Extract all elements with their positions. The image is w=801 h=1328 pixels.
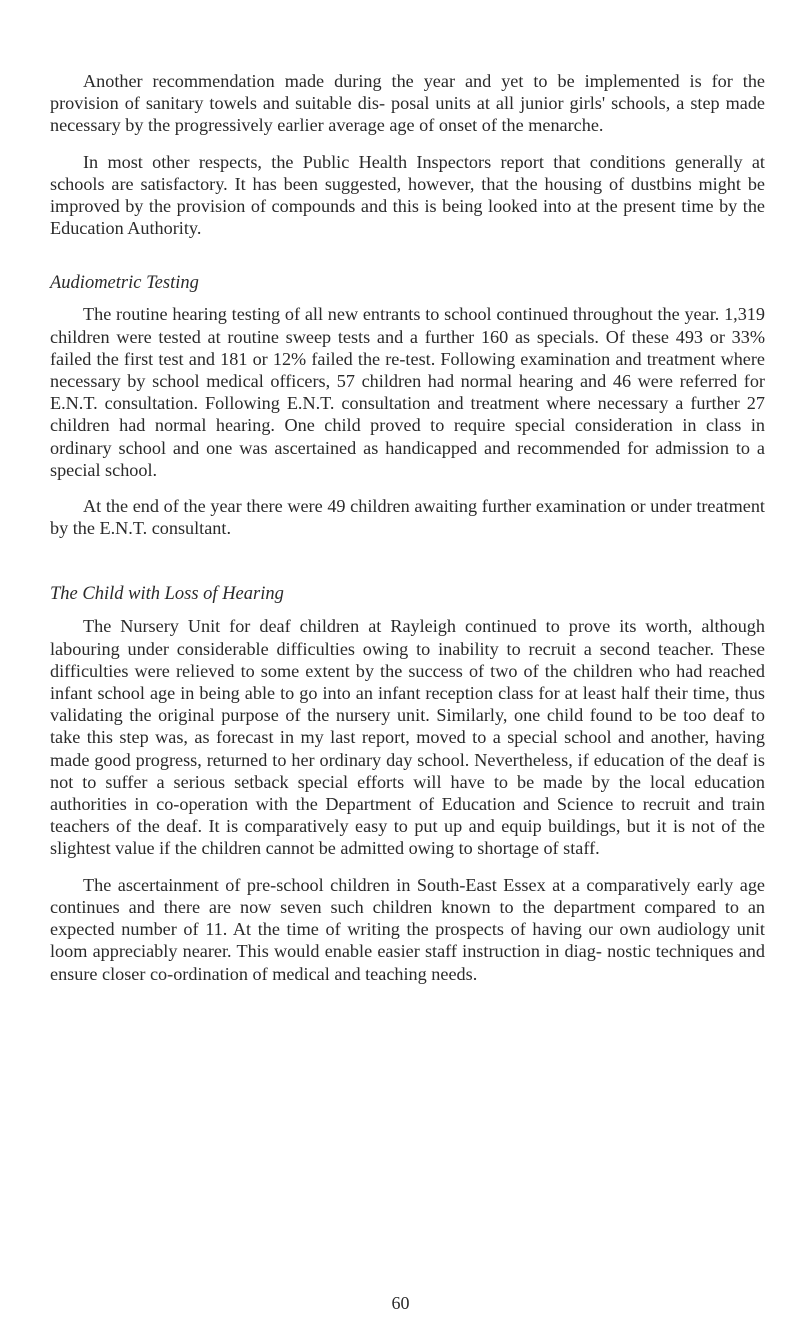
paragraph-awaiting-examination: At the end of the year there were 49 children awaiting further examination or under treatment by the E.N.T. consultant. bbox=[50, 496, 765, 539]
document-page bbox=[50, 70, 765, 985]
section-heading-audiometric-testing: Audiometric Testing bbox=[50, 273, 199, 294]
paragraph-hearing-testing: The routine hearing testing of all new entrants to school continued throughout the year. 1,319 children were tested at routine sweep tests and a further 160 as specials. Of these 493 or 33% failed the first test and 181 or 12% failed the re-test. Following examination and treatment where necessary by school medical officers, 57 children had normal hearing and 46 were referred for E.N.T. consultation. Following E.N.T. consultation and treatment where necessary a further 27 children had normal hearing. One child proved to require special consideration in class in ordinary school and one was ascertained as handicapped and recommended for admission to a special school. bbox=[50, 304, 765, 480]
paragraph-nursery-unit: The Nursery Unit for deaf children at Rayleigh continued to prove its worth, although labouring under considerable difficulties owing to inability to recruit a second teacher. These difficulties were relieved to some extent by the success of two of the children who had reached infant school age in being able to go into an infant reception class for at least half their time, thus validating the original purpose of the nursery unit. Similarly, one child found to be too deaf to take this step was, as forecast in my last report, moved to a special school and another, having made good progress, returned to her ordinary day school. Nevertheless, if education of the deaf is not to suffer a serious setback special efforts will have to be made by the local education authorities in co-operation with the Department of Education and Science to recruit and train teachers of the deaf. It is comparatively easy to put up and equip buildings, but it is not of the slightest value if the children cannot be admitted owing to shortage of staff. bbox=[50, 616, 765, 859]
paragraph-sanitary-provision: Another recommendation made during the year and yet to be implemented is for the provision of sanitary towels and suitable dis- posal units at all junior girls' schools, a step made necessary by the progressively earlier average age of onset of the menarche. bbox=[50, 71, 765, 136]
paragraph-school-conditions: In most other respects, the Public Health Inspectors report that conditions generally at schools are satisfactory. It has been suggested, however, that the housing of dustbins might be improved by the provision of compounds and this is being looked into at the present time by the Education Authority. bbox=[50, 151, 765, 239]
paragraph-pre-school-ascertainment: The ascertainment of pre-school children in South-East Essex at a comparatively early age continues and there are now seven such children known to the department compared to an expected number of 11. At the time of writing the prospects of having our own audiology unit loom appreciably nearer. This would enable easier staff instruction in diag- nostic techniques and ensure closer co-ordination of medical and teaching needs. bbox=[50, 874, 765, 984]
section-heading-child-hearing-loss: The Child with Loss of Hearing bbox=[50, 584, 284, 605]
page-number: 60 bbox=[391, 1293, 410, 1313]
